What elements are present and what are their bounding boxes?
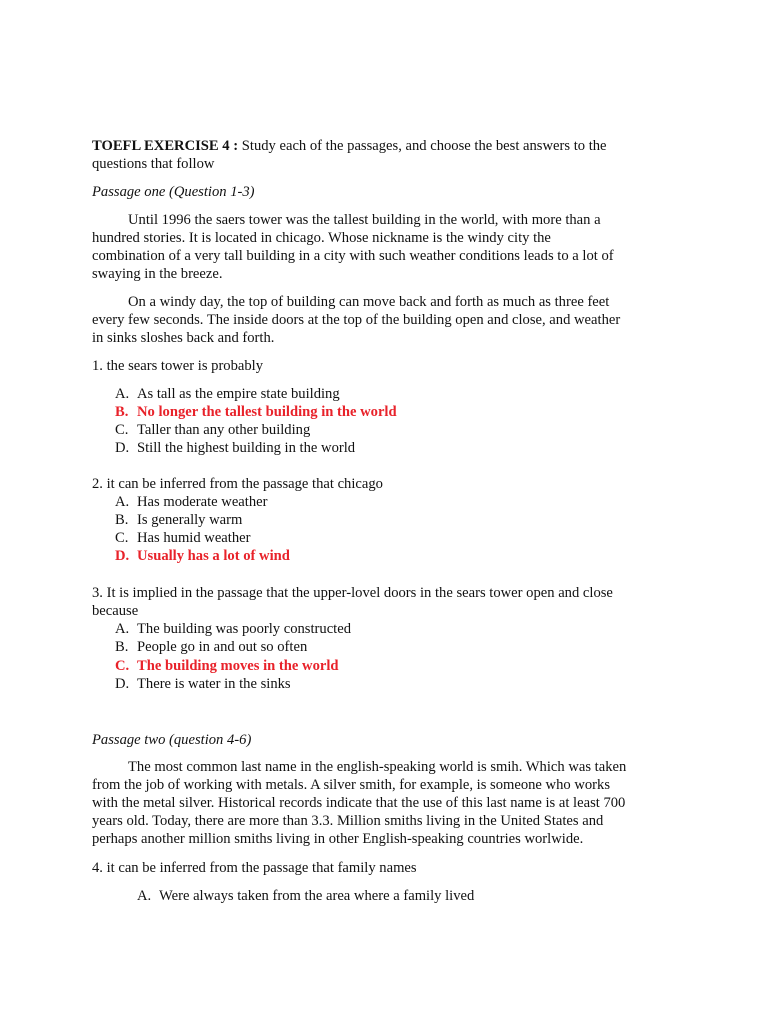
option-letter: B. [115,512,129,528]
passage-one-p2-line: in sinks sloshes back and forth. [92,330,275,346]
passage-one-heading: Passage one (Question 1-3) [92,184,255,200]
option-text: Usually has a lot of wind [137,548,290,564]
exercise-instruction: Study each of the passages, and choose the best answers to the [238,138,607,154]
exercise-title-line [92,137,607,155]
passage-one-p1-line: Until 1996 the saers tower was the tallest building in the world, with more than a [128,212,601,228]
option-text: The building was poorly constructed [137,621,351,637]
option-letter: B. [115,404,129,420]
option-text: Is generally warm [137,512,243,528]
passage-two-p1-line: from the job of working with metals. A silver smith, for example, is someone who works [92,777,611,793]
option-text: Taller than any other building [137,422,311,438]
option-text: Has moderate weather [137,494,268,510]
passage-one-p1-line: swaying in the breeze. [92,266,223,282]
option-letter: C. [115,422,129,438]
question-stem: 3. It is implied in the passage that the upper-lovel doors in the sears tower open and close [92,585,613,601]
question-stem: 1. the sears tower is probably [92,358,264,374]
option-letter: A. [137,888,152,904]
option-text: People go in and out so often [137,639,308,655]
option-letter: D. [115,440,130,456]
option-letter: C. [115,658,130,674]
option-text: As tall as the empire state building [137,386,340,402]
passage-two-p1-line: perhaps another million smiths living in other English-speaking countries worlwide. [92,831,584,847]
option-letter: D. [115,676,130,692]
passage-two-p1-line: years old. Today, there are more than 3.3. Million smiths living in the United States and [92,813,604,829]
question-stem: 2. it can be inferred from the passage that chicago [92,476,383,492]
passage-one-p1-line: hundred stories. It is located in chicago. Whose nickname is the windy city the [92,230,551,246]
passage-two-p1-line: with the metal silver. Historical records indicate that the use of this last name is at least 700 [92,795,626,811]
option-text: Has humid weather [137,530,251,546]
exercise-instruction-cont: questions that follow [92,156,215,172]
option-text: Were always taken from the area where a family lived [159,888,475,904]
option-text: There is water in the sinks [137,676,291,692]
question-stem: 4. it can be inferred from the passage that family names [92,860,417,876]
option-letter: D. [115,548,130,564]
passage-two-p1-line: The most common last name in the english-speaking world is smih. Which was taken [128,759,627,775]
option-text: The building moves in the world [137,658,339,674]
exercise-title: TOEFL EXERCISE 4 : [92,138,239,154]
option-letter: B. [115,639,129,655]
passage-one-p1-line: combination of a very tall building in a city with such weather conditions leads to a lot of [92,248,614,264]
option-text: Still the highest building in the world [137,440,356,456]
option-text: No longer the tallest building in the world [137,404,397,420]
passage-two-heading: Passage two (question 4-6) [92,732,252,748]
passage-one-p2-line: every few seconds. The inside doors at the top of the building open and close, and weather [92,312,621,328]
option-letter: A. [115,621,130,637]
passage-one-p2-line: On a windy day, the top of building can move back and forth as much as three feet [128,294,610,310]
option-letter: C. [115,530,129,546]
option-letter: A. [115,494,130,510]
option-letter: A. [115,386,130,402]
question-stem-cont: because [92,603,139,619]
